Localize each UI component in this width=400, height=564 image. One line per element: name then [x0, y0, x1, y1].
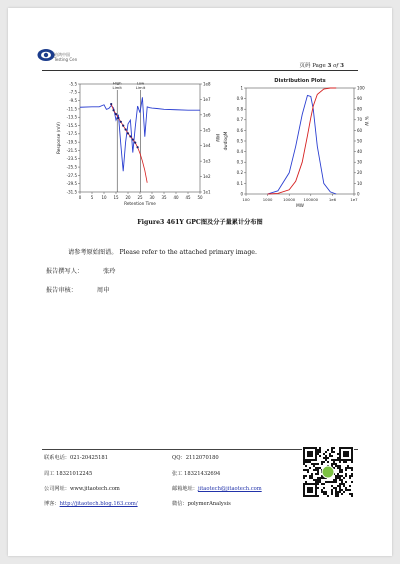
distribution-title: Distribution Plots: [274, 78, 326, 84]
gpc-y2-tick-label: 1e6: [203, 112, 211, 118]
gpc-y2-tick-label: 1e2: [203, 173, 211, 179]
qr-module: [317, 471, 319, 473]
qr-module: [339, 471, 341, 473]
qr-module: [341, 493, 343, 495]
qr-finder-center: [307, 451, 313, 457]
qr-module: [335, 495, 337, 497]
qr-module: [345, 469, 347, 471]
qr-module: [307, 461, 309, 463]
qr-module: [317, 487, 319, 489]
qr-module: [349, 467, 351, 469]
page-prefix: 页码 Page: [299, 63, 326, 69]
gpc-x-tick-label: 15: [113, 195, 119, 200]
high-limit-label-1: High: [112, 80, 122, 86]
qr-module: [331, 481, 333, 483]
dist-y-tick-label: 0.2: [236, 170, 243, 176]
qr-module: [339, 477, 341, 479]
qr-module: [321, 477, 323, 479]
gpc-x-tick-label: 40: [173, 195, 179, 200]
qr-module: [323, 453, 325, 455]
calibration-point: [134, 142, 136, 144]
qr-module: [341, 471, 343, 473]
qr-module: [347, 467, 349, 469]
report-page: [8, 8, 392, 556]
qr-module: [331, 463, 333, 465]
qr-module: [317, 473, 319, 475]
qr-module: [351, 495, 353, 497]
gpc-y2-tick-label: 1e4: [203, 143, 211, 149]
low-limit-label-2: Limit: [135, 84, 146, 90]
gpc-x-tick-label: 0: [78, 195, 82, 200]
qr-module: [343, 485, 345, 487]
qr-module: [337, 485, 339, 487]
dist-y-tick-label: 0.1: [236, 180, 243, 186]
qr-module: [335, 463, 337, 465]
footer-blog-label: 博客：: [44, 501, 60, 507]
header-rule: [42, 70, 358, 71]
qr-module: [321, 483, 323, 485]
calibration-point: [129, 135, 131, 137]
qr-code-image: [302, 446, 354, 498]
qr-module: [335, 487, 337, 489]
qr-module: [319, 447, 321, 449]
qr-module: [307, 471, 309, 473]
gpc-y-tick-label: -25.5: [66, 164, 77, 170]
gpc-y2-tick-label: 1e1: [203, 189, 211, 195]
qr-module: [311, 477, 313, 479]
gpc-plot-frame: [80, 84, 200, 192]
qr-module: [341, 483, 343, 485]
qr-module: [337, 491, 339, 493]
qr-module: [339, 465, 341, 467]
dist-y-tick-label: 0.4: [236, 149, 243, 154]
dist-y2-tick-label: 10: [357, 180, 363, 186]
qr-module: [341, 475, 343, 477]
dist-x-axis-label: MW: [296, 203, 304, 208]
author-row: [46, 266, 115, 275]
qr-module: [327, 461, 329, 463]
gpc-y-tick-label: -13.5: [66, 114, 77, 120]
qr-module: [311, 463, 313, 465]
qr-module: [315, 481, 317, 483]
qr-module: [303, 475, 305, 477]
qr-module: [325, 455, 327, 457]
dist-y2-tick-label: 20: [357, 170, 363, 176]
qr-module: [323, 457, 325, 459]
qr-module: [331, 447, 333, 449]
dist-y-tick-label: 1: [240, 85, 243, 91]
qr-module: [305, 461, 307, 463]
gpc-y-tick-label: -15.5: [66, 122, 77, 128]
qr-module: [325, 491, 327, 493]
gpc-x-tick-label: 45: [185, 195, 191, 200]
dist-x-tick-label: 100000: [303, 197, 319, 202]
qr-module: [345, 475, 347, 477]
qr-module: [351, 469, 353, 471]
footer-blog-link[interactable]: http://jitaotech.blog.163.com/: [59, 501, 138, 507]
dist-y-tick-label: 0.5: [236, 138, 243, 144]
qr-module: [339, 489, 341, 491]
qr-module: [305, 465, 307, 467]
qr-module: [335, 481, 337, 483]
qr-module: [309, 461, 311, 463]
gpc-x-tick-label: 35: [161, 195, 167, 200]
qr-module: [337, 467, 339, 469]
gpc-x-tick-label: 50: [197, 195, 203, 200]
calibration-point: [132, 138, 134, 140]
high-limit-label-2: Limit: [112, 84, 122, 90]
qr-module: [335, 479, 337, 481]
qr-module: [337, 457, 339, 459]
qr-module: [351, 467, 353, 469]
qr-module: [329, 481, 331, 483]
refer-line: 请参考原始图谱。 Please refer to the attached primary image.: [68, 249, 257, 256]
qr-module: [339, 479, 341, 481]
qr-module: [341, 479, 343, 481]
qr-module: [325, 481, 327, 483]
dist-y2-tick-label: 30: [357, 159, 363, 165]
qr-module: [343, 477, 345, 479]
gpc-y-tick-label: -29.5: [66, 181, 77, 187]
qr-module: [305, 481, 307, 483]
qr-module: [315, 467, 317, 469]
qr-module: [323, 491, 325, 493]
calibration-point: [127, 132, 129, 134]
qr-module: [331, 459, 333, 461]
gpc-y-tick-label: -21.5: [66, 147, 77, 153]
qr-module: [335, 493, 337, 495]
author-name: 张玲: [103, 268, 116, 275]
logo-line-1: 铂鸿中国: [54, 52, 70, 57]
dist-y-tick-label: 0.9: [236, 96, 243, 101]
qr-module: [319, 451, 321, 453]
qr-module: [333, 487, 335, 489]
qr-module: [341, 469, 343, 471]
qr-module: [327, 495, 329, 497]
distribution-chart: [220, 74, 368, 208]
page-number: 3: [327, 63, 332, 69]
qr-module: [337, 477, 339, 479]
qr-module: [337, 465, 339, 467]
qr-module: [349, 485, 351, 487]
low-limit-label-1: Low: [136, 80, 145, 86]
qr-module: [339, 461, 341, 463]
gpc-x-tick-label: 5: [90, 195, 94, 200]
qr-finder-center: [307, 487, 313, 493]
gpc-y-tick-label: -9.5: [69, 98, 77, 104]
qr-module: [331, 485, 333, 487]
qr-module: [341, 481, 343, 483]
gpc-y2-tick-label: 1e5: [203, 127, 211, 133]
qr-module: [321, 489, 323, 491]
qr-module: [339, 467, 341, 469]
qr-module: [351, 493, 353, 495]
qr-module: [307, 469, 309, 471]
qr-module: [317, 477, 319, 479]
qr-module: [323, 483, 325, 485]
dist-plot-frame: [246, 88, 354, 194]
qr-module: [343, 483, 345, 485]
footer-wechat: 微信：polymerAnalysis: [172, 501, 231, 507]
qr-module: [313, 479, 315, 481]
qr-module: [333, 447, 335, 449]
qr-module: [335, 477, 337, 479]
qr-module: [339, 475, 341, 477]
footer-qq: QQ：2112070180: [172, 455, 219, 461]
page-total: 3: [340, 63, 344, 69]
qr-module: [349, 475, 351, 477]
dist-y-tick-label: 0.7: [236, 117, 243, 123]
dist-y2-axis-label: % W: [364, 116, 369, 126]
footer-website[interactable]: 公司网址：www.jitaotech.com: [44, 486, 120, 492]
footer-blog-row: [44, 500, 138, 507]
footer-email-link[interactable]: jitaotech@jitaotech.com: [197, 486, 262, 492]
gpc-y-tick-label: -23.5: [66, 156, 77, 162]
qr-finder-center: [343, 451, 349, 457]
qr-module: [351, 473, 353, 475]
calibration-point: [113, 109, 115, 111]
footer-staff-1: 周工 18321012245: [44, 471, 93, 477]
calibration-point: [115, 113, 117, 115]
gpc-y-tick-label: -31.5: [66, 189, 77, 195]
dist-y-axis-label: dwdlogM: [223, 131, 228, 151]
qr-center-logo: [322, 466, 334, 478]
qr-module: [327, 457, 329, 459]
footer-email-row: [172, 485, 262, 492]
qr-module: [317, 453, 319, 455]
calibration-point: [125, 128, 127, 130]
qr-module: [339, 487, 341, 489]
qr-module: [305, 469, 307, 471]
qr-module: [317, 467, 319, 469]
gpc-y-tick-label: -7.5: [69, 89, 77, 95]
qr-module: [317, 483, 319, 485]
qr-module: [335, 491, 337, 493]
qr-module: [317, 469, 319, 471]
qr-module: [323, 461, 325, 463]
qr-module: [345, 461, 347, 463]
qr-module: [311, 475, 313, 477]
gpc-x-axis-label: Retention Time: [124, 201, 156, 206]
qr-module: [303, 461, 305, 463]
qr-module: [323, 487, 325, 489]
dist-x-tick-label: 1e7: [350, 197, 358, 202]
qr-module: [343, 491, 345, 493]
qr-module: [333, 463, 335, 465]
qr-module: [331, 451, 333, 453]
reviewer-name: 周申: [96, 287, 110, 294]
qr-module: [345, 489, 347, 491]
qr-module: [351, 481, 353, 483]
qr-module: [337, 495, 339, 497]
qr-module: [335, 459, 337, 461]
dist-x-tick-label: 1e6: [328, 197, 336, 202]
qr-module: [333, 459, 335, 461]
qr-module: [319, 467, 321, 469]
qr-module: [351, 461, 353, 463]
qr-module: [339, 469, 341, 471]
logo-line-2: Testing Cen: [54, 57, 78, 62]
gpc-y-tick-label: -5.5: [69, 81, 77, 87]
qr-module: [313, 465, 315, 467]
qr-module: [309, 467, 311, 469]
reviewer-row: [46, 285, 109, 294]
qr-module: [315, 479, 317, 481]
qr-module: [313, 469, 315, 471]
qr-module: [303, 469, 305, 471]
qr-module: [345, 473, 347, 475]
qr-module: [331, 455, 333, 457]
qr-module: [325, 451, 327, 453]
qr-module: [343, 461, 345, 463]
dist-y-tick-label: 0.6: [236, 127, 243, 133]
qr-module: [333, 461, 335, 463]
dist-x-tick-label: 1000: [262, 197, 273, 202]
dist-y2-tick-label: 0: [357, 191, 360, 197]
qr-module: [345, 487, 347, 489]
qr-module: [329, 455, 331, 457]
qr-module: [327, 449, 329, 451]
qr-module: [319, 477, 321, 479]
qr-module: [325, 493, 327, 495]
qr-module: [309, 475, 311, 477]
qr-module: [333, 451, 335, 453]
dist-y-tick-label: 0.8: [236, 106, 243, 112]
gpc-y2-axis-label: MW: [215, 134, 220, 142]
figure-caption: Figure3 461Y GPC图及分子量累计分布图: [137, 219, 263, 226]
footer-phone: 联系电话：021-20425181: [44, 455, 108, 461]
qr-module: [329, 453, 331, 455]
qr-module: [305, 475, 307, 477]
qr-module: [311, 473, 313, 475]
dist-y2-tick-label: 80: [357, 106, 363, 112]
dist-y2-tick-label: 100: [357, 85, 365, 91]
qr-module: [335, 489, 337, 491]
qr-module: [339, 491, 341, 493]
page-of: of: [333, 63, 339, 69]
qr-module: [331, 449, 333, 451]
qr-module: [337, 459, 339, 461]
qr-module: [309, 477, 311, 479]
dist-y-tick-label: 0: [240, 191, 243, 197]
qr-module: [345, 467, 347, 469]
qr-module: [333, 481, 335, 483]
qr-module: [347, 489, 349, 491]
dist-x-tick-label: 10000: [283, 197, 296, 202]
gpc-x-tick-label: 30: [149, 195, 155, 200]
qr-module: [337, 475, 339, 477]
qr-module: [303, 477, 305, 479]
logo-text: [54, 52, 77, 62]
qr-module: [335, 475, 337, 477]
footer-email-label: 邮箱地址：: [172, 486, 198, 492]
footer-staff-2: 张工 18321432694: [172, 471, 221, 477]
dist-y2-tick-label: 70: [357, 117, 363, 123]
qr-module: [317, 449, 319, 451]
qr-module: [339, 485, 341, 487]
qr-module: [319, 481, 321, 483]
qr-module: [335, 465, 337, 467]
qr-module: [317, 495, 319, 497]
qr-module: [317, 463, 319, 465]
dist-y2-tick-label: 60: [357, 127, 363, 133]
calibration-point: [117, 117, 119, 119]
gpc-y2-tick-label: 1e7: [203, 96, 211, 102]
qr-module: [327, 481, 329, 483]
dist-y2-tick-label: 90: [357, 96, 363, 101]
qr-module: [333, 479, 335, 481]
qr-module: [315, 473, 317, 475]
qr-module: [313, 463, 315, 465]
qr-module: [345, 481, 347, 483]
calibration-point: [110, 103, 112, 105]
calibration-point: [137, 146, 139, 148]
gpc-x-tick-label: 20: [125, 195, 131, 200]
qr-module: [331, 493, 333, 495]
qr-module: [317, 451, 319, 453]
qr-module: [317, 479, 319, 481]
qr-module: [303, 463, 305, 465]
qr-module: [319, 455, 321, 457]
qr-module: [351, 475, 353, 477]
qr-module: [337, 453, 339, 455]
gpc-y-tick-label: -17.5: [66, 131, 77, 137]
qr-module: [315, 463, 317, 465]
gpc-y2-tick-label: 1e3: [203, 158, 211, 164]
dist-y-tick-label: 0.3: [236, 159, 243, 165]
qr-module: [341, 489, 343, 491]
gpc-y2-tick-label: 1e8: [203, 81, 211, 87]
qr-module: [337, 493, 339, 495]
company-logo: [37, 48, 55, 62]
gpc-x-tick-label: 25: [137, 195, 143, 200]
qr-module: [317, 481, 319, 483]
gpc-x-tick-label: 10: [101, 195, 107, 200]
page-number-label: [299, 61, 344, 69]
gpc-chart: [54, 74, 224, 206]
qr-module: [323, 493, 325, 495]
author-label: 报告撰写人：: [46, 268, 84, 275]
qr-module: [321, 461, 323, 463]
qr-module: [325, 457, 327, 459]
qr-module: [315, 469, 317, 471]
qr-module: [339, 483, 341, 485]
reviewer-label: 报告审核：: [46, 287, 77, 294]
qr-module: [347, 465, 349, 467]
qr-module: [349, 493, 351, 495]
gpc-y-tick-label: -27.5: [66, 172, 77, 178]
calibration-point: [122, 125, 124, 127]
qr-module: [337, 473, 339, 475]
qr-module: [331, 491, 333, 493]
qr-module: [349, 477, 351, 479]
dist-x-tick-label: 100: [242, 197, 250, 202]
dist-y2-tick-label: 50: [357, 138, 363, 144]
qr-module: [331, 489, 333, 491]
qr-module: [349, 489, 351, 491]
gpc-y-tick-label: -19.5: [66, 139, 77, 145]
calibration-point: [120, 121, 122, 123]
qr-module: [325, 459, 327, 461]
qr-module: [319, 479, 321, 481]
gpc-y-axis-label: Response (mV): [56, 122, 61, 154]
qr-module: [321, 463, 323, 465]
dist-y2-tick-label: 40: [357, 149, 363, 154]
qr-module: [319, 449, 321, 451]
qr-module: [321, 491, 323, 493]
gpc-y-tick-label: -11.5: [66, 106, 77, 112]
